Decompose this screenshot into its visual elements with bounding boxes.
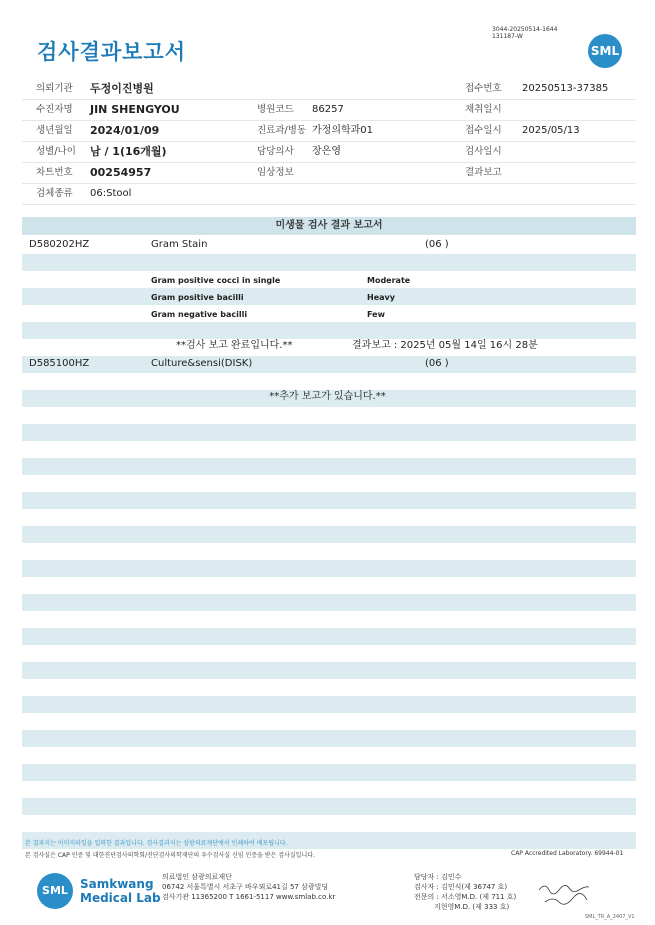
footer-notice-2: 본 검사실은 CAP 인증 및 대한진단검사의학회/진단검사의학재단의 우수검사실 신임 인증을 받은 검사실입니다. xyxy=(25,852,315,859)
address-line-3: 검사기관 11365200 T 1661-5117 www.smlab.co.kr xyxy=(162,893,336,901)
collect-date-label: 채취일시 xyxy=(465,104,502,115)
header-row-4 xyxy=(22,141,636,163)
cap-accreditation: CAP Accredited Laboratory. 69944-01 xyxy=(511,850,624,857)
sex-age-value: 남 / 1(16개월) xyxy=(90,145,167,158)
address-line-2: 06742 서울특별시 서초구 바우뫼로41길 57 삼광빌딩 xyxy=(162,883,329,891)
test2-name: Culture&sensi(DISK) xyxy=(151,358,253,369)
row-band xyxy=(22,560,636,577)
receipt-date-label: 접수일시 xyxy=(465,125,502,136)
staff-line-1: 담당자 : 김민수 xyxy=(414,873,462,881)
dept-value: 가정의학과01 xyxy=(312,125,374,136)
doctor-label: 담당의사 xyxy=(257,146,294,157)
row-band xyxy=(22,764,636,781)
form-number: SML_TR_A_2407_V1 xyxy=(585,914,635,920)
section-title: 미생물 검사 결과 보고서 xyxy=(22,217,636,235)
row-band xyxy=(22,254,636,271)
document-id-line2: 131187-W xyxy=(492,33,523,40)
row-band xyxy=(22,662,636,679)
header-row-6 xyxy=(22,183,636,205)
row-band xyxy=(22,458,636,475)
report-title: 검사결과보고서 xyxy=(37,40,187,64)
row-band xyxy=(22,322,636,339)
document-id-line1: 3044-20250514-1644 xyxy=(492,26,558,33)
staff-list xyxy=(414,872,516,912)
sml-logo: SML xyxy=(588,34,622,68)
header-row-3 xyxy=(22,120,636,142)
birth-label: 생년월일 xyxy=(36,125,73,136)
test2-specimen: (06 ) xyxy=(425,358,449,369)
test1-specimen: (06 ) xyxy=(425,239,449,250)
receipt-date-value: 2025/05/13 xyxy=(522,125,580,136)
gram-amount-2: Heavy xyxy=(367,293,395,302)
row-band xyxy=(22,492,636,509)
row-band xyxy=(22,594,636,611)
test1-name: Gram Stain xyxy=(151,239,208,250)
row-band xyxy=(22,730,636,747)
row-band xyxy=(22,526,636,543)
gram-organism-3: Gram negative bacilli xyxy=(151,310,248,319)
footer-notice-1: 본 결과지는 이미지파일을 입력한 결과입니다. 검사결과지는 삼광의료재단에서 인쇄하여 배포됩니다. xyxy=(25,840,288,847)
staff-line-4: 지현영M.D. (제 333 호) xyxy=(414,903,510,911)
company-name-line1: Samkwang xyxy=(80,877,154,891)
additional-report-message: **추가 보고가 있습니다.** xyxy=(269,391,386,402)
test2-code: D585100HZ xyxy=(29,358,90,369)
complete-message: **검사 보고 완료입니다.** xyxy=(176,340,293,351)
specimen-label: 검체종류 xyxy=(36,188,73,199)
receipt-no-label: 접수번호 xyxy=(465,83,502,94)
gram-organism-1: Gram positive cocci in single xyxy=(151,276,281,285)
company-address xyxy=(162,872,335,902)
doctor-value: 장은영 xyxy=(312,146,341,157)
staff-line-3: 전문의 : 서소영M.D. (제 711 호) xyxy=(414,893,517,901)
test1-code: D580202HZ xyxy=(29,239,90,250)
dept-label: 진료과/병동 xyxy=(257,125,307,136)
report-time: 결과보고 : 2025년 05월 14일 16시 28분 xyxy=(352,340,538,351)
gram-organism-2: Gram positive bacilli xyxy=(151,293,244,302)
header-row-5 xyxy=(22,162,636,184)
gram-amount-1: Moderate xyxy=(367,276,411,285)
patient-label: 수진자명 xyxy=(36,104,73,115)
hospital-code-value: 86257 xyxy=(312,104,344,115)
clinical-label: 임상정보 xyxy=(257,167,294,178)
specimen-value: 06:Stool xyxy=(90,188,132,199)
row-band xyxy=(22,628,636,645)
header-row-1 xyxy=(22,78,636,100)
chart-value: 00254957 xyxy=(90,166,152,179)
birth-value: 2024/01/09 xyxy=(90,124,160,137)
report-label: 결과보고 xyxy=(465,167,502,178)
hospital-value: 두정이진병원 xyxy=(90,82,154,95)
hospital-code-label: 병원코드 xyxy=(257,104,294,115)
chart-label: 차트번호 xyxy=(36,167,73,178)
sex-age-label: 성별/나이 xyxy=(36,146,76,157)
document-id xyxy=(492,26,557,40)
company-name xyxy=(80,877,161,905)
row-band xyxy=(22,288,636,305)
row-band xyxy=(22,424,636,441)
row-band xyxy=(22,696,636,713)
patient-value: JIN SHENGYOU xyxy=(90,103,180,116)
sml-footer-logo: SML xyxy=(37,873,73,909)
row-band xyxy=(22,798,636,815)
header-row-2 xyxy=(22,99,636,121)
gram-amount-3: Few xyxy=(367,310,385,319)
staff-line-2: 검사자 : 김민식(제 36747 호) xyxy=(414,883,508,891)
hospital-label: 의뢰기관 xyxy=(36,83,73,94)
row-band xyxy=(22,356,636,373)
address-line-1: 의료법인 삼광의료재단 xyxy=(162,873,232,881)
receipt-no-value: 20250513-37385 xyxy=(522,83,609,94)
test-date-label: 검사일시 xyxy=(465,146,502,157)
company-name-line2: Medical Lab xyxy=(80,891,161,905)
signature-image xyxy=(535,880,595,908)
